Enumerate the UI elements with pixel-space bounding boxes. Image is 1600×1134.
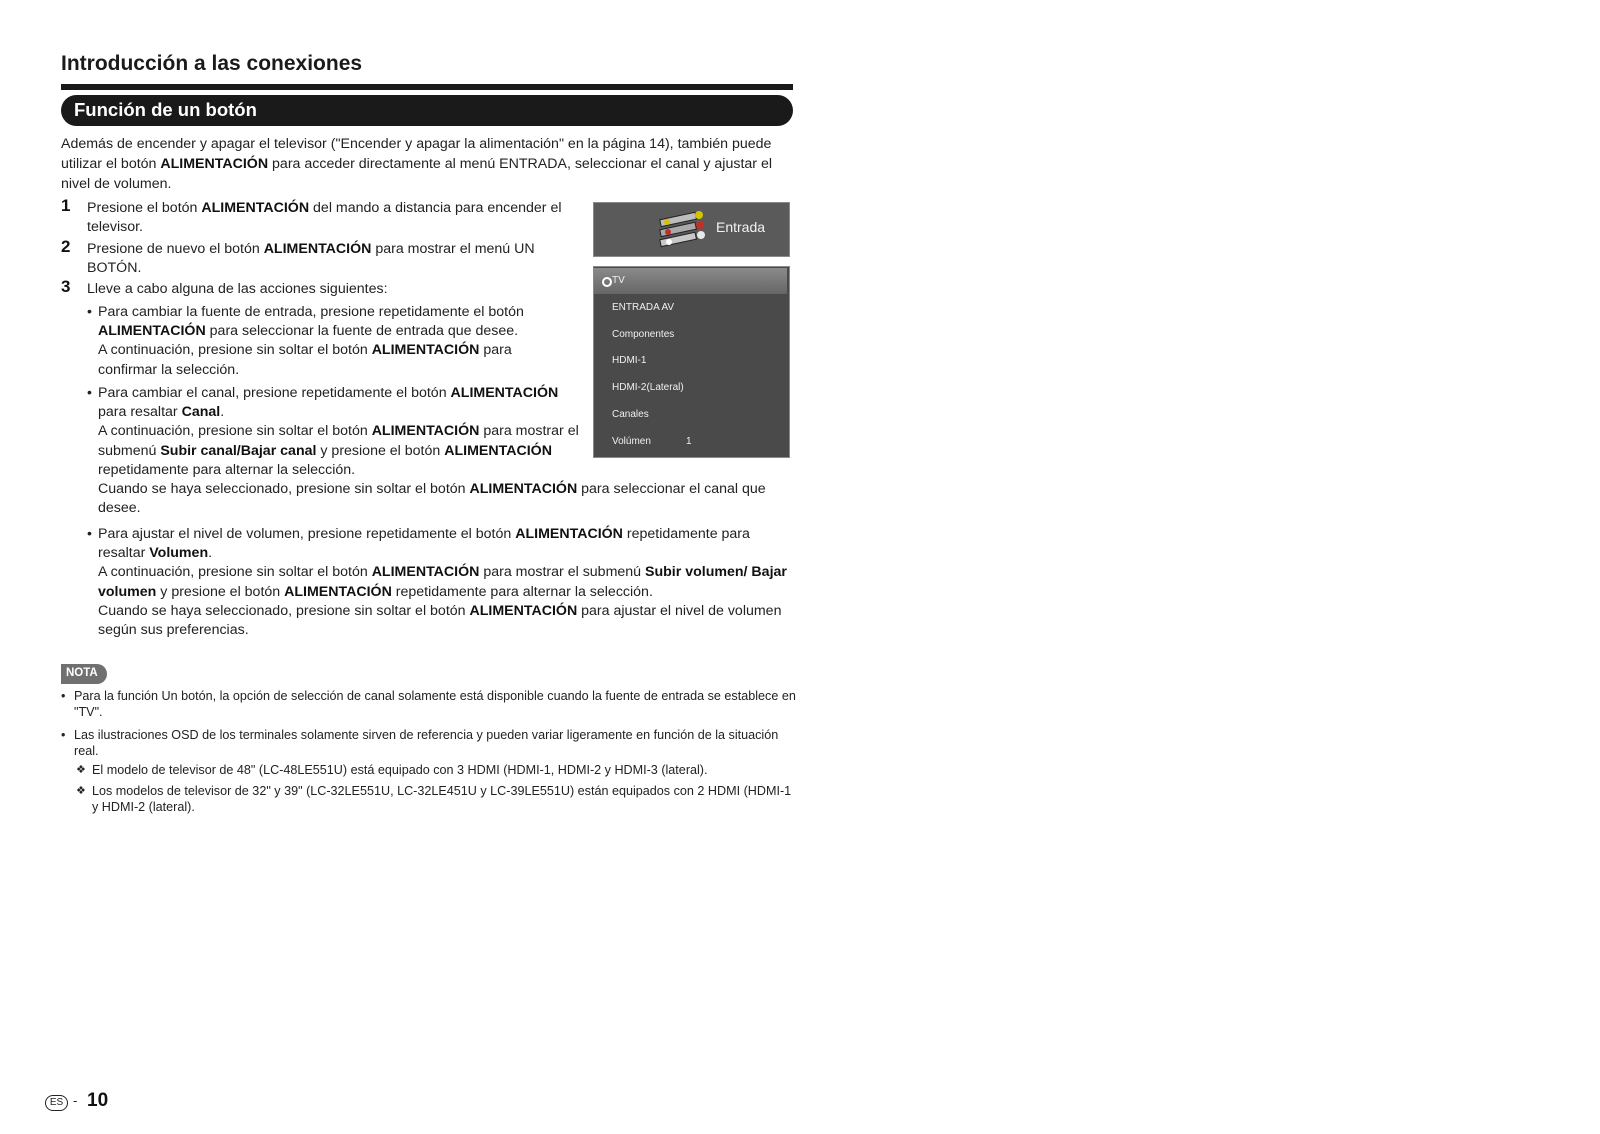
bullet-text: A continuación, presione sin soltar el botón [98, 564, 372, 581]
bullet-item [87, 384, 587, 480]
note-item [61, 689, 796, 720]
bullet-text: Para cambiar el canal, presione repetidamente el botón [98, 385, 451, 401]
bullet-text: . [220, 404, 225, 421]
bullet-item [87, 525, 792, 640]
bullet-bold: ALIMENTACIÓN [450, 385, 559, 401]
bullet-text: Cuando se haya seleccionado, presione sin soltar el botón [98, 602, 470, 619]
bullet-item [87, 303, 567, 380]
bullet-bold: ALIMENTACIÓN [98, 323, 206, 340]
bullet-text: A continuación, presione sin soltar el botón [98, 423, 372, 440]
bullet-bold: ALIMENTACIÓN [469, 481, 578, 497]
osd-item-tv: TV [612, 275, 625, 286]
bullet-dot: • [87, 526, 92, 542]
step-number: 2 [61, 237, 71, 256]
bullet-text: Cuando se haya seleccionado, presione sin soltar el botón [98, 481, 470, 497]
av-cable-icon [656, 209, 710, 249]
section-title: Función de un botón [74, 99, 257, 120]
sub-note-text: El modelo de televisor de 48" (LC-48LE551U) está equipado con 3 HDMI (HDMI-1, HDMI-2 y HDMI-3 (lateral). [92, 763, 708, 777]
bullet-bold: ALIMENTACIÓN [515, 526, 623, 542]
bullet-bold: Volumen [149, 545, 209, 562]
bullet-text: repetidamente para alternar la selección. [391, 583, 653, 600]
bullet-text: para resaltar [98, 404, 182, 421]
nota-badge [61, 664, 107, 684]
intro-bold: ALIMENTACIÓN [160, 156, 269, 172]
bullet-bold: ALIMENTACIÓN [371, 564, 480, 581]
bullet-bold: Subir volumen/ Bajar volumen [98, 564, 787, 600]
note-text: Las ilustraciones OSD de los terminales solamente sirven de referencia y pueden variar ligeramente en función de la situación real. [74, 728, 779, 758]
bullet-dot: • [87, 385, 92, 401]
bullet-text: Para cambiar la fuente de entrada, presione repetidamente el botón [98, 304, 524, 320]
bullet-body [87, 384, 587, 480]
osd-item-hdmi-1: HDMI-1 [612, 355, 647, 366]
bullet-body [87, 480, 792, 518]
language-badge: ES [45, 1095, 68, 1111]
bullet-text: para confirmar la selección. [98, 342, 512, 378]
note-bullet: • [61, 689, 66, 703]
sub-note-text: Los modelos de televisor de 32" y 39" (LC-32LE551U, LC-32LE451U y LC-39LE551U) están equipados con 2 HDMI (HDMI-1 y HDMI-2 (lateral). [92, 784, 792, 814]
bullet-text: A continuación, presione sin soltar el botón [98, 342, 372, 359]
bullet-text: Para ajustar el nivel de volumen, presione repetidamente el botón [98, 526, 516, 542]
osd-item-hdmi-2: HDMI-2(Lateral) [612, 382, 684, 393]
osd-volume-value: 1 [686, 436, 692, 447]
bullet-text: para seleccionar la fuente de entrada que desee. [205, 323, 519, 340]
intro-text: para acceder directamente al menú ENTRADA, seleccionar el canal y ajustar el nivel de volumen. [61, 156, 772, 192]
page-number: 10 [87, 1090, 109, 1111]
bullet-body [87, 303, 567, 380]
step-text [87, 199, 587, 236]
osd-item-componentes: Componentes [612, 329, 675, 340]
bullet-bold: Subir canal/Bajar canal [160, 442, 317, 459]
bullet-text: para seleccionar el canal que desee. [98, 481, 766, 517]
title-rule [61, 84, 793, 90]
note-text: Para la función Un botón, la opción de selección de canal solamente está disponible cuando la fuente de entrada se establece en "TV". [74, 689, 796, 719]
radio-selected-icon [602, 277, 612, 287]
step-text [87, 240, 577, 277]
bullet-text: para ajustar el nivel de volumen según sus preferencias. [98, 602, 782, 639]
bullet-text: repetidamente para alternar la selección. [98, 461, 356, 478]
bullet-text: repetidamente para resaltar [98, 526, 750, 562]
note-item [61, 728, 796, 759]
step-bold: ALIMENTACIÓN [263, 241, 372, 257]
bullet-bold: ALIMENTACIÓN [469, 602, 578, 619]
sub-note-item [76, 763, 796, 779]
bullet-text: para mostrar el submenú [479, 564, 646, 581]
bullet-text: y presione el botón [156, 583, 285, 600]
bullet-dot: • [87, 304, 92, 320]
step-number: 1 [61, 196, 71, 215]
bullet-body [87, 525, 792, 640]
step-text-part: Presione de nuevo el botón [87, 241, 264, 257]
step-bold: ALIMENTACIÓN [201, 200, 310, 216]
bullet-continuation [87, 480, 792, 518]
intro-paragraph [61, 134, 796, 194]
nota-label: NOTA [66, 667, 98, 679]
page-number-separator: - [73, 1093, 78, 1108]
bullet-bold: ALIMENTACIÓN [444, 442, 552, 459]
bullet-text: para mostrar el submenú [98, 423, 579, 459]
bullet-text: y presione el botón [316, 442, 445, 459]
page-title: Introducción a las conexiones [61, 52, 363, 75]
diamond-bullet-icon: ❖ [76, 764, 86, 776]
step-text: Lleve a cabo alguna de las acciones siguientes: [87, 281, 388, 297]
bullet-bold: ALIMENTACIÓN [371, 342, 480, 359]
osd-item-entrada-av: ENTRADA AV [612, 302, 675, 313]
osd-item-canales: Canales [612, 409, 649, 420]
diamond-bullet-icon: ❖ [76, 785, 86, 797]
bullet-bold: Canal [181, 404, 221, 421]
note-bullet: • [61, 728, 66, 742]
bullet-text: . [208, 545, 213, 562]
intro-text: Además de encender y apagar el televisor ("Encender y apagar la alimentación" en la página 14), también puede utilizar el botón [61, 136, 772, 172]
step-text-part: Presione el botón [87, 200, 202, 216]
osd-title: Entrada [716, 219, 766, 235]
bullet-bold: ALIMENTACIÓN [284, 583, 392, 600]
step-number: 3 [61, 277, 71, 296]
osd-item-volumen: Volúmen [612, 436, 651, 447]
step-text-part: para mostrar el menú UN BOTÓN. [87, 241, 535, 276]
step-text-part: del mando a distancia para encender el televisor. [87, 200, 562, 235]
sub-note-item [76, 784, 796, 815]
bullet-bold: ALIMENTACIÓN [371, 423, 480, 440]
